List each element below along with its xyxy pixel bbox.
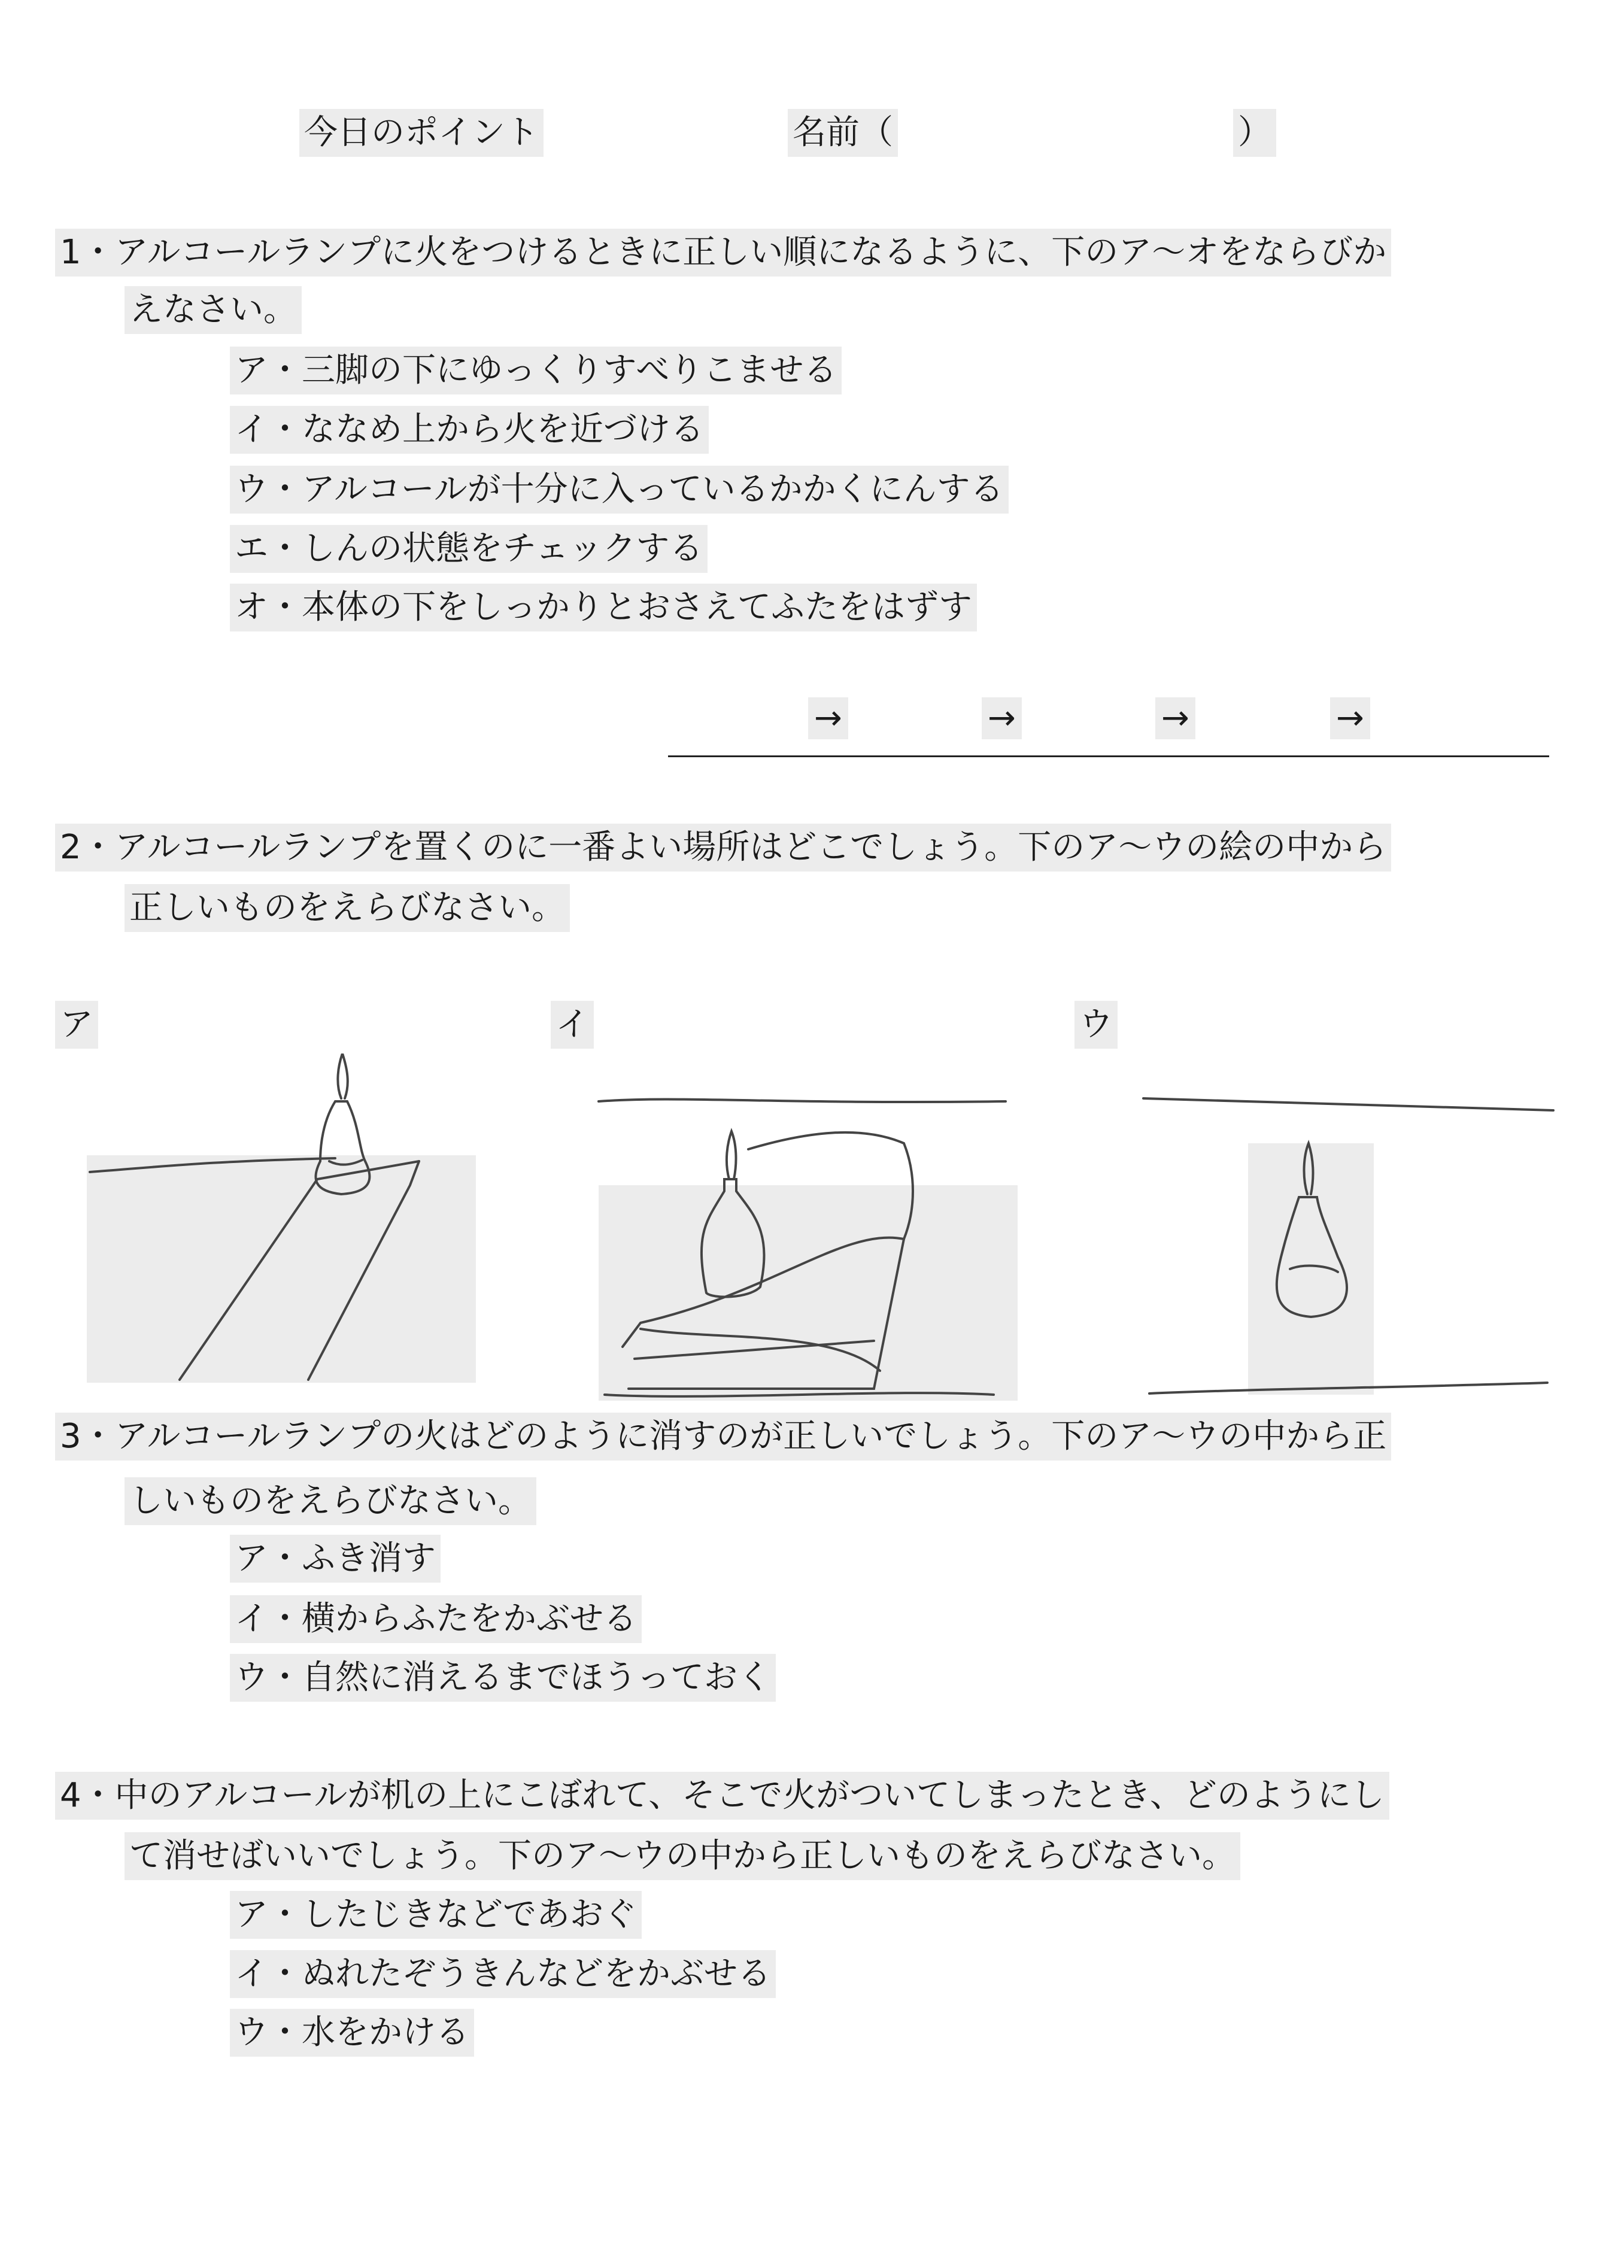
name-field-close: ） — [1233, 109, 1276, 157]
q3-option-a: ア・ふき消す — [230, 1535, 441, 1583]
q1-text-line2: えなさい。 — [125, 286, 302, 334]
picture-label-i: イ — [551, 1001, 594, 1049]
q1-option-e: エ・しんの状態をチェックする — [230, 525, 708, 573]
q2-text-line1: 2・アルコールランプを置くのに一番よい場所はどこでしょう。下のア～ウの絵の中から — [55, 824, 1391, 872]
q4-option-u: ウ・水をかける — [230, 2009, 474, 2057]
order-arrow: → — [1155, 697, 1195, 739]
q3-text-line2: しいものをえらびなさい。 — [125, 1477, 536, 1525]
picture-label-u: ウ — [1074, 1001, 1118, 1049]
order-arrow: → — [1330, 697, 1370, 739]
q2-text-line2: 正しいものをえらびなさい。 — [125, 884, 570, 932]
q1-option-i: イ・ななめ上から火を近づける — [230, 406, 709, 454]
order-arrow: → — [982, 697, 1022, 739]
lamp-on-cloth-drawing — [593, 1089, 1024, 1413]
lamp-on-table-edge-drawing — [84, 1053, 503, 1389]
q4-text-line2: て消せばいいでしょう。下のア～ウの中から正しいものをえらびなさい。 — [125, 1832, 1240, 1880]
q1-option-u: ウ・アルコールが十分に入っているかかくにんする — [230, 466, 1009, 514]
q1-option-o: オ・本体の下をしっかりとおさえてふたをはずす — [230, 584, 977, 631]
lamp-on-flat-surface-drawing — [1137, 1077, 1568, 1413]
q1-text-line1: 1・アルコールランプに火をつけるときに正しい順になるように、下のア～オをならびか — [55, 229, 1391, 277]
q3-option-i: イ・横からふたをかぶせる — [230, 1595, 642, 1643]
q4-text-line1: 4・中のアルコールが机の上にこぼれて、そこで火がついてしまったとき、どのようにし — [55, 1772, 1389, 1820]
q1-option-a: ア・三脚の下にゆっくりすべりこませる — [230, 347, 842, 394]
answer-line[interactable] — [668, 755, 1549, 757]
name-label: 名前（ — [788, 109, 898, 157]
picture-label-a: ア — [55, 1001, 98, 1049]
q4-option-i: イ・ぬれたぞうきんなどをかぶせる — [230, 1950, 776, 1998]
todays-point-label: 今日のポイント — [299, 109, 544, 157]
order-arrow: → — [808, 697, 848, 739]
q3-text-line1: 3・アルコールランプの火はどのように消すのが正しいでしょう。下のア～ウの中から正 — [55, 1413, 1391, 1461]
q3-option-u: ウ・自然に消えるまでほうっておく — [230, 1654, 776, 1702]
q4-option-a: ア・したじきなどであおぐ — [230, 1891, 642, 1939]
